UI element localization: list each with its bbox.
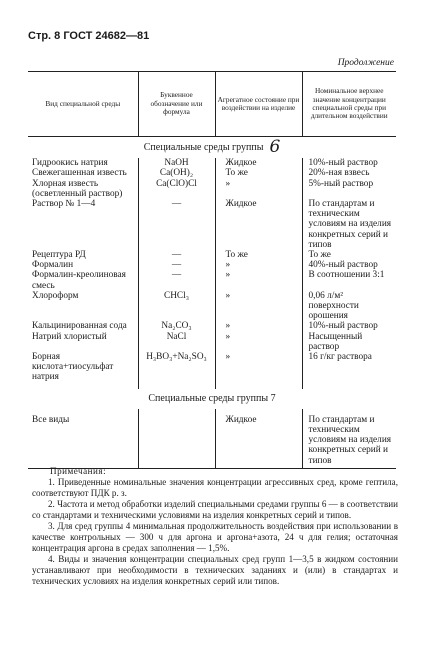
note-2: 2. Частота и метод обработки изделий специальными средами группы 6 — в соответствии со стандартами и техническими условиями на изделия конкретных серий и типов.: [32, 499, 398, 520]
cell-concentration: 16 г/кг раствора: [302, 352, 396, 383]
cell-formula: NaOH: [138, 158, 215, 168]
cell-state: То же: [215, 250, 302, 260]
cell-formula: —: [138, 250, 215, 260]
cell-formula: Ca(ClO)Cl: [138, 179, 215, 199]
cell-formula: —: [138, 260, 215, 270]
media-table: [28, 71, 396, 469]
table-row: [28, 158, 396, 168]
group-6-label: Специальные среды группы: [143, 142, 264, 153]
cell-state: »: [215, 332, 302, 352]
cell-state: »: [215, 270, 302, 290]
cell-concentration: 10%-ный раствор: [302, 158, 396, 168]
cell-medium-name: Раствор № 1—4: [32, 199, 96, 210]
continuation-label: Продолжение: [337, 58, 394, 68]
cell-formula: Ca(OH)₂: [138, 168, 215, 178]
cell-medium-name: Формалин: [32, 260, 74, 271]
page-header: Стр. 8 ГОСТ 24682—81: [28, 30, 150, 42]
table-row: [28, 291, 396, 322]
cell-state: Жидкое: [215, 199, 302, 250]
notes-section: [32, 466, 398, 587]
cell-medium-name: Все виды: [28, 415, 138, 469]
table-row: [28, 332, 396, 352]
cell-formula: CHCl₃: [138, 291, 215, 322]
cell-concentration: 10%-ный раствор: [302, 321, 396, 331]
group-7-heading: Специальные среды группы 7: [148, 392, 276, 404]
column-header-formula: Буквенное обозначение или формула: [138, 72, 215, 137]
cell-state: »: [215, 291, 302, 322]
column-header-concentration: Номинальное верхнее значение концентрации специальной среды при длительном воздействии: [302, 72, 396, 137]
cell-medium-name: Гидроокись натрия: [32, 158, 108, 169]
cell-state: »: [215, 321, 302, 331]
cell-concentration: Насыщенный раствор: [302, 332, 396, 352]
table-row: [28, 179, 396, 199]
cell-formula: —: [138, 270, 215, 290]
cell-medium-name: Кальцинированная сода: [32, 321, 127, 332]
cell-formula: —: [138, 199, 215, 250]
column-header-state: Агрегатное состояние при воздействии на изделие: [215, 72, 302, 137]
cell-medium-name: Борная кислота+тиосульфат натрия: [32, 352, 114, 383]
table-row: [28, 415, 396, 469]
table-row: [28, 352, 396, 383]
table-row: [28, 270, 396, 290]
cell-concentration: 40%-ный раствор: [302, 260, 396, 270]
cell-concentration: То же: [302, 250, 396, 260]
note-4: 4. Виды и значения концентрации специальных сред групп 1—3,5 в жидком состоянии устанавливают при необходимости в технических заданиях и (или) в стандартах и технических условиях на изделия конкретных серий или типов.: [32, 554, 398, 586]
cell-state: »: [215, 352, 302, 383]
table-row: [28, 199, 396, 250]
cell-medium-name: Хлорная известь (осветленный раствор): [32, 178, 123, 199]
group-6-heading-row: [28, 137, 396, 159]
group-6-number: 6: [269, 137, 281, 157]
group-6-heading: [28, 137, 396, 159]
table-row: [28, 250, 396, 260]
cell-medium-name: Хлороформ: [32, 290, 79, 301]
cell-concentration: 0,06 л/м² поверхности орошения: [302, 291, 396, 322]
cell-formula: Na₂CO₃: [138, 321, 215, 331]
cell-medium-name: Формалин-креолиновая смесь: [32, 270, 126, 291]
cell-state: То же: [215, 168, 302, 178]
cell-state: Жидкое: [215, 415, 302, 469]
cell-state: »: [215, 260, 302, 270]
cell-formula: NaCl: [138, 332, 215, 352]
cell-medium-name: Свежегашенная известь: [32, 168, 127, 179]
cell-state: »: [215, 179, 302, 199]
cell-formula: [138, 415, 215, 469]
note-1: 1. Приведенные номинальные значения концентрации агрессивных сред, кроме гептила, соответствуют ПДК р. з.: [32, 477, 398, 498]
cell-medium-name: Натрий хлористый: [32, 331, 107, 342]
cell-concentration: По стандартам и техническим условиям на изделия конкретных серий и типов: [302, 415, 396, 469]
cell-concentration: 5%-ный раствор: [302, 179, 396, 199]
table-row: [28, 260, 396, 270]
note-3: 3. Для сред группы 4 минимальная продолжительность воздействия при использовании в качестве контрольных — 300 ч для аргона и аргона+азота, 24 ч для гелия; остаточная концентрация аргона в средах заполнения — 1,5%.: [32, 521, 398, 553]
column-header-medium: Вид специальной среды: [28, 72, 138, 137]
group-7-heading-row: [28, 389, 396, 409]
cell-concentration: В соотношении 3:1: [302, 270, 396, 290]
cell-concentration: 20%-ная взвесь: [302, 168, 396, 178]
table-row: [28, 168, 396, 178]
cell-medium-name: Рецептура РД: [32, 250, 86, 261]
table-header-row: [28, 72, 396, 137]
cell-concentration: По стандартам и техническим условиям на изделия конкретных серий и типов: [302, 199, 396, 250]
table-row: [28, 321, 396, 331]
cell-state: Жидкое: [215, 158, 302, 168]
notes-title: Примечания:: [50, 466, 107, 476]
cell-formula: H₃BO₃+Na₂SO₃: [138, 352, 215, 383]
